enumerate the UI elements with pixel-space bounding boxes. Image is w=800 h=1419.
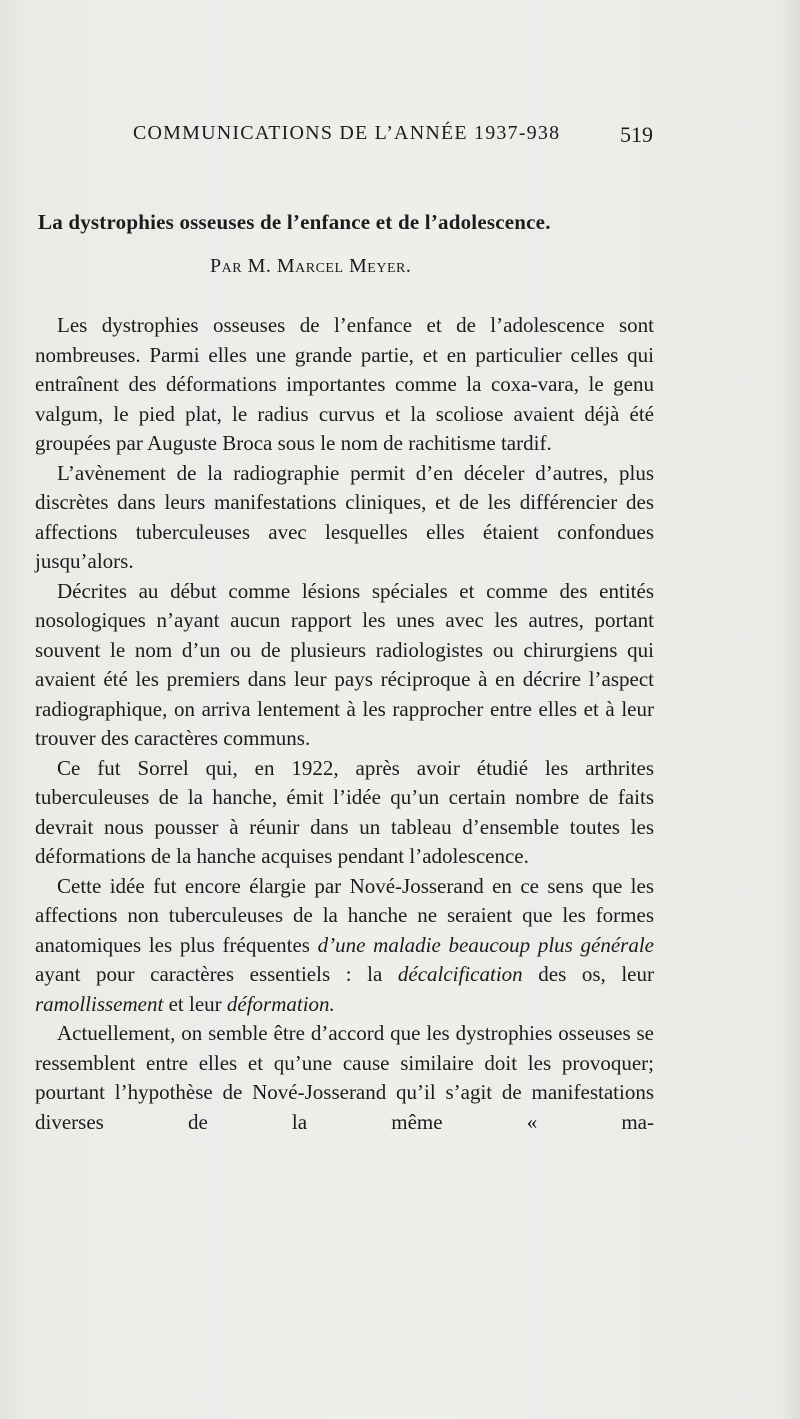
emphasis-text: ramollissement <box>35 991 164 1016</box>
author-byline: Par M. Marcel Meyer. <box>210 255 412 277</box>
paragraph-text: des os, leur <box>522 962 654 986</box>
emphasis-text: déformation. <box>226 991 335 1016</box>
paragraph-text: et leur <box>163 991 227 1016</box>
emphasis-text: décalcification <box>397 962 523 986</box>
article-body <box>35 311 654 1137</box>
running-header <box>0 122 800 152</box>
paragraph: Actuellement, on semble être d’accord que les dystrophies osseuses se ressemblent entre elles et qu’une cause similaire doit les provoquer; pourtant l’hypothèse de Nové-Josserand qu’il s’agit de manifestations diverses de la même « ma- <box>35 1021 654 1134</box>
paragraph: L’avènement de la radiographie permit d’en déceler d’autres, plus discrètes dans leurs manifestations cliniques, et de les différencier des affections tuberculeuses avec lesquelles elles étaient confondues jusqu’alors. <box>35 460 654 573</box>
running-title: COMMUNICATIONS DE L’ANNÉE 1937-938 <box>133 122 561 144</box>
paragraph-text: ayant pour caractères essentiels : la <box>35 962 398 986</box>
paragraph-text: Cette idée fut encore élargie par Nové-Josserand en ce sens que les affections non tuberculeuses de la hanche ne seraient que les formes anatomiques les plus fréquentes <box>35 873 654 957</box>
paragraph <box>35 872 654 1020</box>
emphasis-text: d’une maladie beaucoup plus générale <box>317 932 654 957</box>
article-title: La dystrophies osseuses de l’enfance et de l’adolescence. <box>38 210 551 234</box>
paragraph: Les dystrophies osseuses de l’enfance et de l’adolescence sont nombreuses. Parmi elles une grande partie, et en particulier celles qui entraînent des déformations importantes comme la coxa-vara, le genu valgum, le pied plat, le radius curvus et la scoliose avaient déjà été groupées par Auguste Broca sous le nom de rachitisme tardif. <box>35 313 654 455</box>
paragraph: Décrites au début comme lésions spéciales et comme des entités nosologiques n’ayant aucun rapport les unes avec les autres, portant souvent le nom d’un ou de plusieurs radiologistes ou chirurgiens qui avaient été les premiers dans leur pays réciproque à en décrire l’aspect radiographique, on arriva lentement à les rapprocher entre elles et à leur trouver des caractères communs. <box>35 578 654 750</box>
page-number: 519 <box>620 122 653 147</box>
paragraph: Ce fut Sorrel qui, en 1922, après avoir étudié les arthrites tuberculeuses de la hanche, émit l’idée qu’un certain nombre de faits devrait nous pousser à réunir dans un tableau d’ensemble toutes les déformations de la hanche acquises pendant l’adolescence. <box>35 755 654 868</box>
